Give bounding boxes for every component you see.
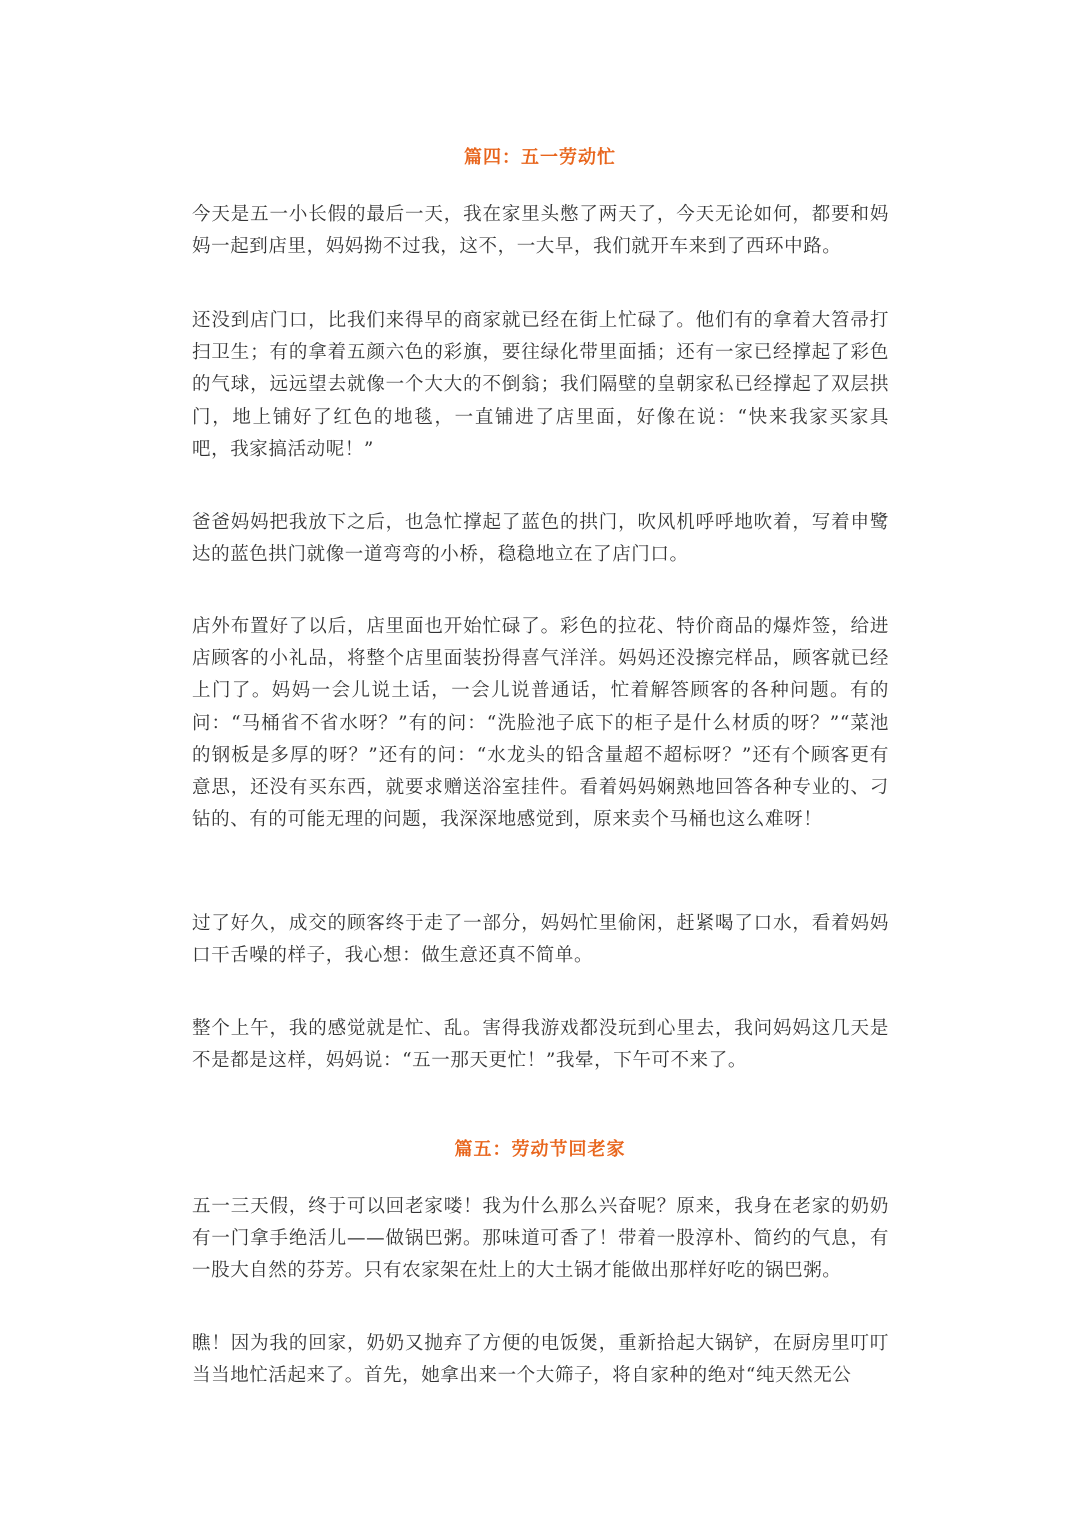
article-4-paragraph-1: 今天是五一小长假的最后一天，我在家里头憋了两天了，今天无论如何，都要和妈妈一起到店里，妈妈拗不过我，这不，一大早，我们就开车来到了西环中路。 xyxy=(192,204,889,258)
article-4-paragraph-5: 过了好久，成交的顾客终于走了一部分，妈妈忙里偷闲，赶紧喝了口水，看着妈妈口干舌噪的样子，我心想：做生意还真不简单。 xyxy=(192,913,889,967)
article-5-title: 篇五：劳动节回老家 xyxy=(454,1138,626,1160)
article-4-title: 篇四：五一劳动忙 xyxy=(464,146,616,168)
article-5-paragraph-2: 瞧！因为我的回家，奶奶又抛弃了方便的电饭煲，重新拾起大锅铲，在厨房里叮叮当当地忙活起来了。首先，她拿出来一个大筛子，将自家种的绝对“纯天然无公 xyxy=(192,1333,889,1387)
article-5-paragraph-1: 五一三天假，终于可以回老家喽！我为什么那么兴奋呢？原来，我身在老家的奶奶有一门拿手绝活儿——做锅巴粥。那味道可香了！带着一股淳朴、简约的气息，有一股大自然的芬芳。只有农家架在灶上的大土锅才能做出那样好吃的锅巴粥。 xyxy=(192,1196,889,1282)
article-4-paragraph-4: 店外布置好了以后，店里面也开始忙碌了。彩色的拉花、特价商品的爆炸签，给进店顾客的小礼品，将整个店里面装扮得喜气洋洋。妈妈还没擦完样品，顾客就已经上门了。妈妈一会儿说土话，一会儿说普通话，忙着解答顾客的各种问题。有的问：“马桶省不省水呀？”有的问：“洗脸池子底下的柜子是什么材质的呀？”“菜池的钢板是多厚的呀？”还有的问：“水龙头的铅含量超不超标呀？”还有个顾客更有意思，还没有买东西，就要求赠送浴室挂件。看着妈妈娴熟地回答各种专业的、刁钻的、有的可能无理的问题，我深深地感觉到，原来卖个马桶也这么难呀！ xyxy=(192,616,889,831)
article-4-paragraph-2: 还没到店门口，比我们来得早的商家就已经在街上忙碌了。他们有的拿着大笤帚打扫卫生；有的拿着五颜六色的彩旗，要往绿化带里面插；还有一家已经撑起了彩色的气球，远远望去就像一个大大的不倒翁；我们隔壁的皇朝家私已经撑起了双层拱门，地上铺好了红色的地毯，一直铺进了店里面，好像在说：“快来我家买家具吧，我家搞活动呢！” xyxy=(192,310,889,460)
article-4-paragraph-6: 整个上午，我的感觉就是忙、乱。害得我游戏都没玩到心里去，我问妈妈这几天是不是都是这样，妈妈说：“五一那天更忙！”我晕，下午可不来了。 xyxy=(192,1018,889,1072)
article-4-paragraph-3: 爸爸妈妈把我放下之后，也急忙撑起了蓝色的拱门，吹风机呼呼地吹着，写着申鹭达的蓝色拱门就像一道弯弯的小桥，稳稳地立在了店门口。 xyxy=(192,512,889,566)
